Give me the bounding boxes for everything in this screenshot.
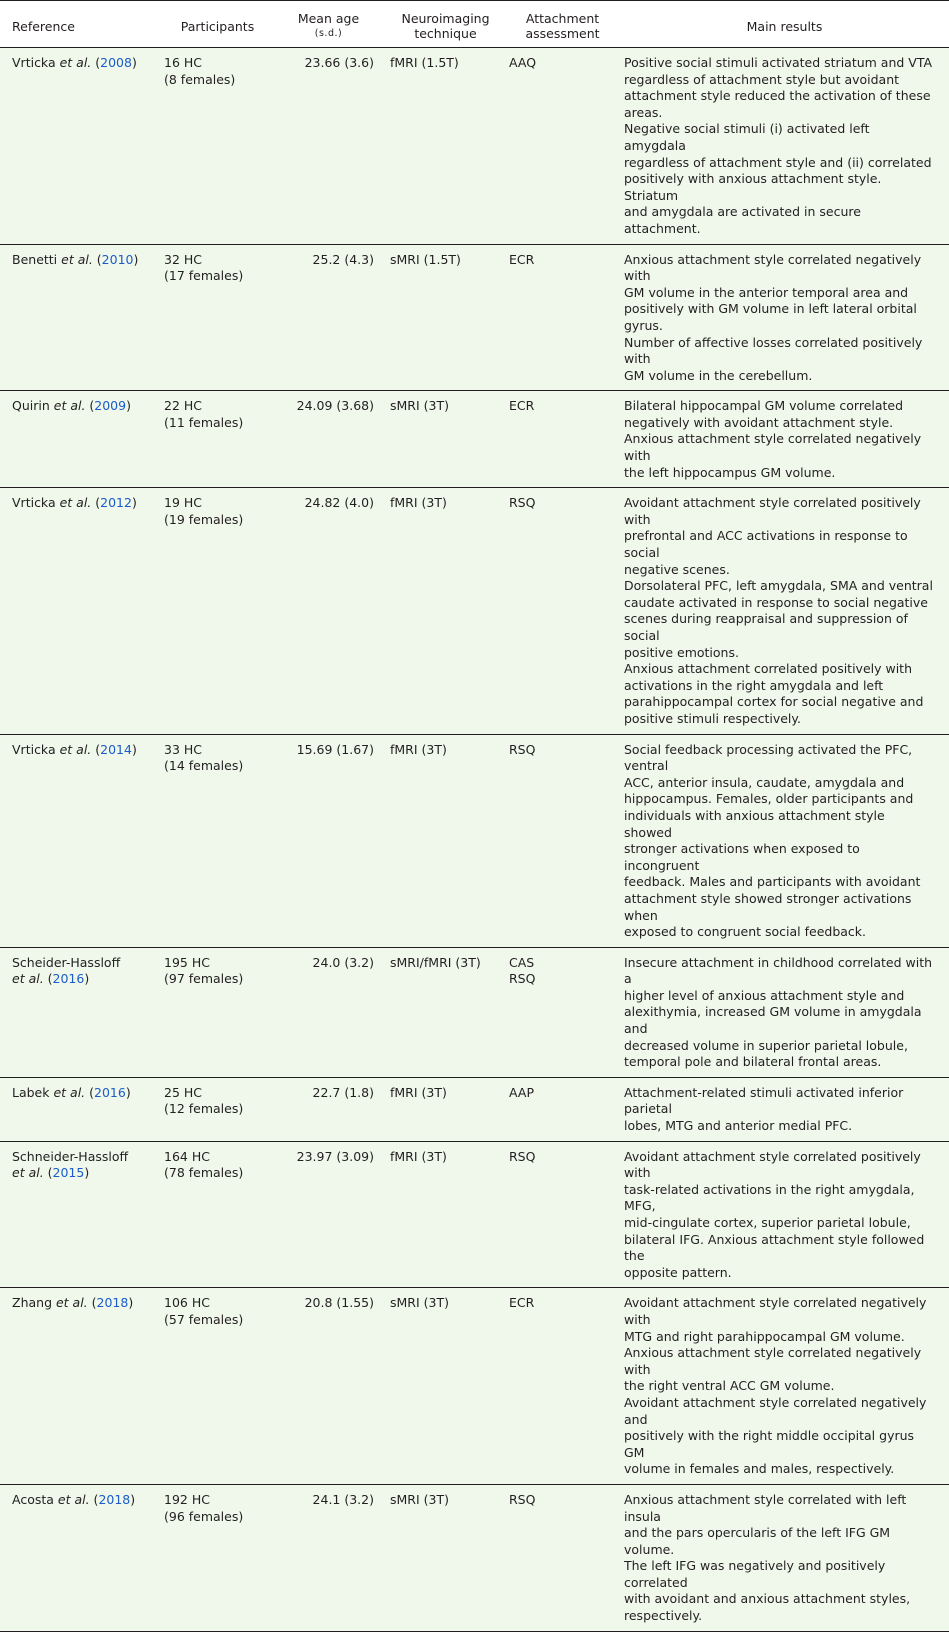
- mean-age-cell: [271, 391, 386, 488]
- technique-text: sMRI (3T): [390, 1295, 449, 1311]
- participants-sub-text: (17 females): [164, 268, 244, 284]
- mean-age-cell: [271, 488, 386, 734]
- reference-etal: et al.: [53, 398, 86, 414]
- table-row: [0, 734, 949, 947]
- technique-text: fMRI (3T): [390, 495, 447, 511]
- participants-text: 22 HC: [164, 398, 203, 414]
- reference-paren-close: ): [133, 251, 139, 267]
- mean-age-cell: [271, 1141, 386, 1288]
- table-row: [0, 1077, 949, 1141]
- results-cell: [620, 947, 949, 1077]
- reference-etal: et al.: [57, 1491, 90, 1507]
- assessment-text: ECR: [509, 1295, 535, 1311]
- result-line: MTG and right parahippocampal GM volume.: [624, 1328, 905, 1344]
- reference-cell: [0, 488, 164, 734]
- table-row: [0, 48, 949, 245]
- reference-etal: et al.: [61, 251, 93, 267]
- result-line: positively with anxious attachment style. Striatum: [624, 171, 882, 203]
- result-line: and the pars opercularis of the left IFG GM volume.: [624, 1525, 891, 1557]
- result-line: opposite pattern.: [624, 1264, 732, 1280]
- result-line: Anxious attachment correlated positively with: [624, 661, 913, 677]
- result-line: bilateral IFG. Anxious attachment style followed the: [624, 1231, 925, 1264]
- reference-paren-close: ): [130, 1491, 136, 1507]
- participants-sub-text: (57 females): [164, 1311, 244, 1327]
- age-text: 24.1 (3.2): [312, 1491, 374, 1507]
- reference-paren-open: (: [91, 741, 101, 757]
- participants-cell: [164, 734, 271, 947]
- reference-cell: [0, 947, 164, 1077]
- result-line: decreased volume in superior parietal lobule,: [624, 1037, 908, 1053]
- reference-author: Benetti: [12, 251, 62, 267]
- participants-sub-text: (96 females): [164, 1508, 244, 1524]
- mean-age-cell: [271, 1484, 386, 1631]
- result-line: The left IFG was negatively and positively correlated: [624, 1558, 886, 1590]
- reference-author: Acosta: [12, 1491, 58, 1507]
- mean-age-cell: [271, 244, 386, 391]
- table-row: [0, 391, 949, 488]
- header-reference: Reference: [0, 1, 164, 48]
- result-line: Negative social stimuli (i) activated left amygdala: [624, 121, 870, 153]
- result-line: Anxious attachment style correlated with left insula: [624, 1491, 907, 1524]
- reference-year-link[interactable]: 2008: [100, 55, 132, 70]
- participants-text: 32 HC: [164, 251, 203, 267]
- technique-text: fMRI (3T): [390, 1148, 447, 1164]
- result-line: Avoidant attachment style correlated negatively with: [624, 1295, 927, 1327]
- assessment-text: CAS: [509, 954, 535, 970]
- reference-paren-open: (: [92, 251, 102, 267]
- participants-text: 19 HC: [164, 495, 203, 511]
- result-line: feedback. Males and participants with avoidant: [624, 874, 921, 890]
- technique-text: sMRI (1.5T): [390, 251, 461, 267]
- assessment-text: ECR: [509, 398, 535, 414]
- reference-year-link[interactable]: 2010: [101, 251, 134, 267]
- participants-text: 25 HC: [164, 1084, 203, 1100]
- age-text: 22.7 (1.8): [312, 1084, 374, 1100]
- reference-author: Schneider-Hassloff: [12, 1148, 129, 1164]
- reference-year-link[interactable]: 2015: [52, 1165, 85, 1181]
- participants-cell: [164, 244, 271, 391]
- result-line: Anxious attachment style correlated negatively with: [624, 431, 922, 464]
- result-line: Avoidant attachment style correlated positively with: [624, 1148, 921, 1181]
- result-line: individuals with anxious attachment style showed: [624, 807, 885, 840]
- result-line: volume in females and males, respectively.: [624, 1461, 895, 1477]
- age-text: 23.97 (3.09): [296, 1148, 374, 1164]
- result-line: positive emotions.: [624, 644, 739, 660]
- result-line: Anxious attachment style correlated negatively with: [624, 1345, 922, 1377]
- reference-author: Vrticka: [12, 741, 60, 757]
- header-participants: Participants: [164, 1, 271, 48]
- participants-cell: [164, 48, 271, 245]
- assessment-cell: [505, 488, 620, 734]
- reference-cell: [0, 1484, 164, 1631]
- technique-text: fMRI (1.5T): [390, 55, 459, 70]
- participants-sub-text: (11 females): [164, 414, 244, 430]
- reference-author: Zhang: [12, 1295, 56, 1311]
- results-cell: [620, 1484, 949, 1631]
- results-cell: [620, 488, 949, 734]
- result-line: Number of affective losses correlated positively with: [624, 334, 923, 367]
- assessment-text: ECR: [509, 251, 535, 267]
- participants-text: 195 HC: [164, 954, 210, 970]
- participants-sub-text: (12 females): [164, 1101, 244, 1117]
- mean-age-cell: [271, 947, 386, 1077]
- participants-sub-text: (78 females): [164, 1165, 244, 1181]
- mean-age-cell: [271, 1077, 386, 1141]
- results-cell: [620, 48, 949, 245]
- reference-author: Vrticka: [12, 55, 60, 70]
- header-row: [0, 1, 949, 48]
- participants-sub-text: (8 females): [164, 71, 236, 87]
- assessment-text: AAQ: [509, 55, 537, 70]
- reference-etal: et al.: [55, 1295, 88, 1311]
- reference-etal: et al.: [59, 741, 92, 757]
- header-attachment: Attachment assessment: [505, 1, 620, 48]
- reference-author: Scheider-Hassloff: [12, 954, 121, 970]
- result-line: negative scenes.: [624, 561, 730, 577]
- technique-text: fMRI (3T): [390, 1084, 447, 1100]
- reference-paren-open: (: [89, 1491, 99, 1507]
- reference-year-link[interactable]: 2009: [94, 398, 127, 414]
- result-line: respectively.: [624, 1608, 703, 1624]
- technique-cell: [386, 947, 505, 1077]
- participants-cell: [164, 947, 271, 1077]
- participants-cell: [164, 391, 271, 488]
- age-text: 15.69 (1.67): [296, 741, 374, 757]
- reference-paren-open: (: [91, 495, 101, 511]
- reference-paren-close: ): [131, 495, 137, 511]
- result-line: Attachment-related stimuli activated inferior parietal: [624, 1084, 904, 1117]
- technique-cell: [386, 734, 505, 947]
- age-text: 24.09 (3.68): [296, 398, 374, 414]
- participants-cell: [164, 1484, 271, 1631]
- result-line: regardless of attachment style and (ii) correlated: [624, 154, 932, 170]
- reference-etal: et al.: [12, 1165, 44, 1181]
- result-line: temporal pole and bilateral frontal areas.: [624, 1054, 882, 1070]
- header-neuroimaging: Neuroimaging technique: [386, 1, 505, 48]
- reference-etal: et al.: [59, 495, 92, 511]
- result-line: Bilateral hippocampal GM volume correlated: [624, 398, 904, 414]
- participants-text: 106 HC: [164, 1295, 210, 1311]
- result-line: lobes, MTG and anterior medial PFC.: [624, 1118, 853, 1134]
- assessment-cell: [505, 244, 620, 391]
- reference-paren-close: ): [131, 741, 137, 757]
- reference-year-link[interactable]: 2016: [52, 971, 85, 987]
- result-line: positively with GM volume in left lateral orbital gyrus.: [624, 301, 917, 333]
- result-line: with avoidant and anxious attachment styles,: [624, 1591, 911, 1607]
- result-line: GM volume in the cerebellum.: [624, 367, 813, 383]
- header-mean-age: Mean age (s.d.): [271, 1, 386, 48]
- mean-age-cell: [271, 1288, 386, 1485]
- result-line: mid-cingulate cortex, superior parietal lobule,: [624, 1215, 911, 1230]
- result-line: areas.: [624, 104, 663, 120]
- result-line: Avoidant attachment style correlated negatively and: [624, 1394, 927, 1427]
- results-cell: [620, 1141, 949, 1288]
- result-line: caudate activated in response to social negative: [624, 594, 928, 610]
- result-line: scenes during reappraisal and suppression of social: [624, 611, 908, 643]
- participants-text: 16 HC: [164, 55, 203, 70]
- participants-text: 192 HC: [164, 1491, 210, 1507]
- technique-cell: [386, 1077, 505, 1141]
- result-line: exposed to congruent social feedback.: [624, 924, 867, 940]
- technique-text: sMRI (3T): [390, 1491, 449, 1507]
- reference-paren-open: (: [85, 398, 95, 414]
- result-line: Social feedback processing activated the PFC, ventral: [624, 741, 913, 774]
- table-row: [0, 947, 949, 1077]
- table-row: [0, 1484, 949, 1631]
- result-line: higher level of anxious attachment style and: [624, 987, 905, 1003]
- reference-cell: [0, 734, 164, 947]
- reference-paren-open: (: [87, 1295, 97, 1311]
- participants-cell: [164, 1141, 271, 1288]
- reference-paren-open: (: [43, 971, 53, 987]
- reference-paren-open: (: [85, 1084, 94, 1100]
- assessment-2-text: RSQ: [509, 971, 536, 987]
- reference-paren-close: ): [84, 971, 90, 987]
- reference-cell: [0, 1077, 164, 1141]
- result-line: Dorsolateral PFC, left amygdala, SMA and ventral: [624, 578, 933, 594]
- reference-paren-open: (: [43, 1165, 53, 1181]
- result-line: stronger activations when exposed to incongruent: [624, 841, 860, 873]
- result-line: prefrontal and ACC activations in response to social: [624, 528, 908, 561]
- participants-sub-text: (97 females): [164, 971, 244, 987]
- age-text: 24.82 (4.0): [304, 495, 374, 511]
- age-text: 24.0 (3.2): [312, 954, 374, 970]
- reference-author: Quirin: [12, 398, 54, 414]
- reference-paren-close: ): [84, 1165, 90, 1181]
- assessment-text: RSQ: [509, 1148, 536, 1164]
- results-cell: [620, 391, 949, 488]
- result-line: positively with the right middle occipital gyrus GM: [624, 1428, 915, 1460]
- results-cell: [620, 1077, 949, 1141]
- result-line: the right ventral ACC GM volume.: [624, 1378, 835, 1394]
- participants-sub-text: (14 females): [164, 758, 244, 774]
- assessment-cell: [505, 1141, 620, 1288]
- reference-cell: [0, 1288, 164, 1485]
- reference-year-link[interactable]: 2018: [98, 1491, 131, 1507]
- participants-cell: [164, 1288, 271, 1485]
- reference-etal: et al.: [53, 1084, 86, 1100]
- results-cell: [620, 244, 949, 391]
- reference-cell: [0, 48, 164, 245]
- reference-year-link[interactable]: 2014: [100, 741, 132, 757]
- mean-age-cell: [271, 48, 386, 245]
- participants-text: 33 HC: [164, 741, 203, 757]
- result-line: positive stimuli respectively.: [624, 710, 801, 726]
- results-cell: [620, 1288, 949, 1485]
- reference-year-link[interactable]: 2012: [100, 495, 132, 511]
- reference-cell: [0, 1141, 164, 1288]
- participants-cell: [164, 1077, 271, 1141]
- technique-text: sMRI/fMRI (3T): [390, 954, 481, 970]
- reference-paren-close: ): [131, 55, 137, 70]
- table-row: [0, 244, 949, 391]
- table-row: [0, 1288, 949, 1485]
- assessment-text: RSQ: [509, 741, 536, 757]
- age-text: 20.8 (1.55): [304, 1295, 374, 1311]
- age-text: 25.2 (4.3): [312, 251, 374, 267]
- result-line: task-related activations in the right amygdala, MFG,: [624, 1181, 915, 1214]
- assessment-text: AAP: [509, 1084, 534, 1100]
- technique-cell: [386, 48, 505, 245]
- result-line: attachment style reduced the activation of these: [624, 88, 931, 104]
- table-row: [0, 488, 949, 734]
- reference-paren-open: (: [91, 55, 101, 70]
- technique-cell: [386, 488, 505, 734]
- technique-text: sMRI (3T): [390, 398, 449, 414]
- reference-etal: et al.: [59, 55, 92, 70]
- table-row: [0, 1141, 949, 1288]
- participants-sub-text: (19 females): [164, 511, 244, 527]
- result-line: and amygdala are activated in secure attachment.: [624, 204, 861, 236]
- result-line: Anxious attachment style correlated negatively with: [624, 251, 922, 284]
- technique-cell: [386, 244, 505, 391]
- result-line: Insecure attachment in childhood correlated with a: [624, 954, 933, 987]
- reference-paren-close: ): [128, 1295, 134, 1311]
- result-line: regardless of attachment style but avoidant: [624, 71, 900, 87]
- result-line: alexithymia, increased GM volume in amygdala and: [624, 1004, 922, 1037]
- assessment-cell: [505, 391, 620, 488]
- result-line: Avoidant attachment style correlated positively with: [624, 495, 921, 527]
- mean-age-cell: [271, 734, 386, 947]
- assessment-cell: [505, 947, 620, 1077]
- reference-cell: [0, 391, 164, 488]
- header-main-results: Main results: [620, 1, 949, 48]
- technique-cell: [386, 1288, 505, 1485]
- assessment-cell: [505, 48, 620, 245]
- technique-cell: [386, 1141, 505, 1288]
- result-line: the left hippocampus GM volume.: [624, 464, 836, 480]
- assessment-text: RSQ: [509, 495, 536, 511]
- reference-year-link[interactable]: 2018: [96, 1295, 129, 1311]
- reference-paren-close: ): [125, 1084, 131, 1100]
- result-line: attachment style showed stronger activations when: [624, 890, 912, 923]
- reference-paren-close: ): [126, 398, 131, 414]
- result-line: ACC, anterior insula, caudate, amygdala and: [624, 774, 905, 790]
- technique-text: fMRI (3T): [390, 741, 447, 757]
- result-line: GM volume in the anterior temporal area and: [624, 284, 909, 300]
- result-line: negatively with avoidant attachment style.: [624, 414, 894, 430]
- reference-etal: et al.: [12, 971, 44, 987]
- assessment-cell: [505, 1288, 620, 1485]
- assessment-cell: [505, 1484, 620, 1631]
- participants-cell: [164, 488, 271, 734]
- results-cell: [620, 734, 949, 947]
- assessment-cell: [505, 734, 620, 947]
- reference-year-link[interactable]: 2016: [94, 1084, 126, 1100]
- reference-author: Labek: [12, 1084, 54, 1100]
- result-line: parahippocampal cortex for social negative and: [624, 694, 924, 710]
- reference-author: Vrticka: [12, 495, 60, 511]
- age-text: 23.66 (3.6): [304, 55, 374, 70]
- reference-cell: [0, 244, 164, 391]
- participants-text: 164 HC: [164, 1148, 210, 1164]
- assessment-text: RSQ: [509, 1491, 536, 1507]
- technique-cell: [386, 1484, 505, 1631]
- result-line: activations in the right amygdala and left: [624, 677, 884, 693]
- technique-cell: [386, 391, 505, 488]
- assessment-cell: [505, 1077, 620, 1141]
- result-line: Positive social stimuli activated striatum and VTA: [624, 55, 933, 70]
- result-line: hippocampus. Females, older participants and: [624, 791, 914, 807]
